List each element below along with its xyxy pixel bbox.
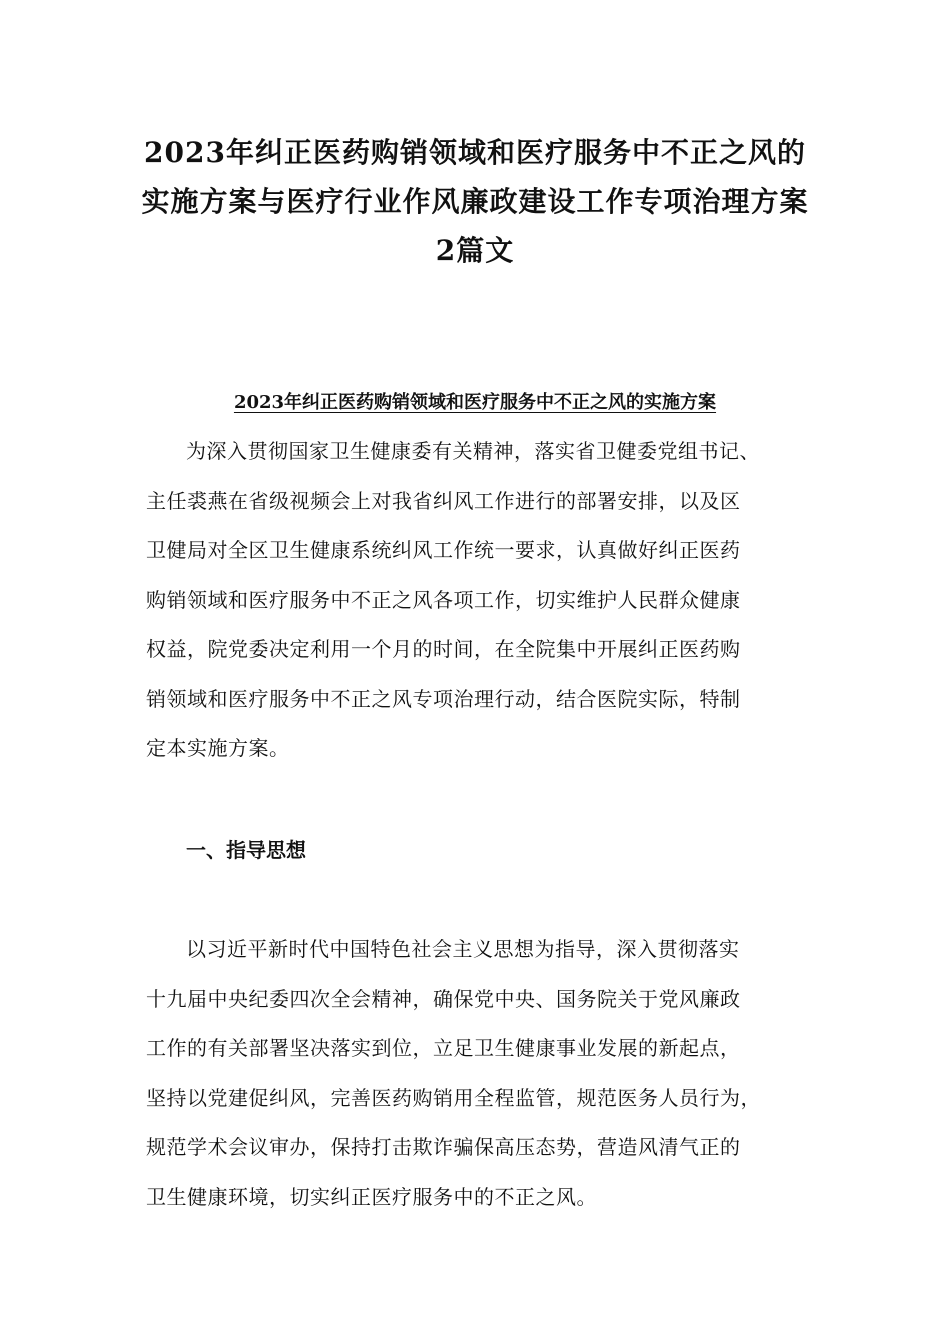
paragraph-line: 卫健局对全区卫生健康系统纠风工作统一要求，认真做好纠正医药: [146, 538, 741, 562]
title-line: 2023年纠正医药购销领域和医疗服务中不正之风的: [144, 136, 806, 169]
paragraph-line: 规范学术会议审办，保持打击欺诈骗保高压态势，营造风清气正的: [146, 1135, 741, 1159]
paragraph-line: 主任裘燕在省级视频会上对我省纠风工作进行的部署安排，以及区: [146, 488, 741, 513]
paragraph-line: 销领域和医疗服务中不正之风专项治理行动，结合医院实际，特制: [146, 686, 741, 711]
paragraph-guiding-ideology: [146, 925, 836, 1222]
title-line: 实施方案与医疗行业作风廉政建设工作专项治理方案: [141, 185, 809, 218]
title-line: 2篇文: [435, 234, 515, 267]
paragraph-line: 工作的有关部署坚决落实到位，立足卫生健康事业发展的新起点，: [146, 1036, 741, 1060]
paragraph-line: 购销领域和医疗服务中不正之风各项工作，切实维护人民群众健康: [146, 587, 741, 612]
document-title: [60, 128, 890, 275]
paragraph-line: 权益，院党委决定利用一个月的时间，在全院集中开展纠正医药购: [146, 637, 741, 661]
paragraph-line: 以习近平新时代中国特色社会主义思想为指导，深入贯彻落实: [186, 937, 740, 961]
heading-guiding-ideology: 一、指导思想: [186, 838, 306, 862]
paragraph-line: 卫生健康环境，切实纠正医疗服务中的不正之风。: [146, 1184, 597, 1209]
paragraph-intro: [146, 427, 836, 774]
paragraph-line: 定本实施方案。: [146, 736, 290, 760]
section-title: 2023年纠正医药购销领域和医疗服务中不正之风的实施方案: [233, 392, 717, 413]
paragraph-line: 为深入贯彻国家卫生健康委有关精神，落实省卫健委党组书记、: [186, 439, 760, 463]
paragraph-line: 十九届中央纪委四次全会精神，确保党中央、国务院关于党风廉政: [146, 986, 741, 1011]
paragraph-line: 坚持以党建促纠风，完善医药购销用全程监管，规范医务人员行为，: [146, 1085, 761, 1110]
